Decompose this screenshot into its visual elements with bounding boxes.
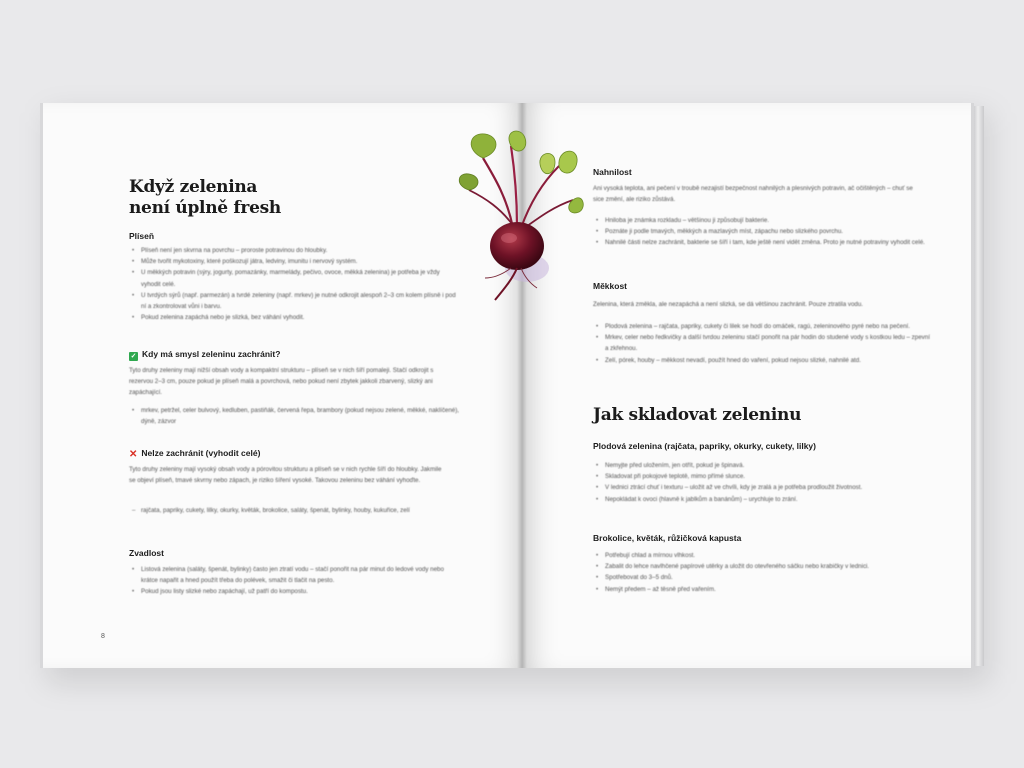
list-item: • U tvrdých sýrů (např. parmezán) a tvrdé zeleniny (např. mrkev) je nutné odkrojit alespoň 2–3 cm kolem plísně i pod ní a zkontrolovat vůni i barvu.: [141, 290, 461, 312]
list-item: – rajčata, papriky, cukety, lilky, okurky, květák, brokolice, saláty, špenát, bylinky, houby, kukuřice, zelí: [141, 505, 461, 516]
section-heading-zvadlost: Zvadlost: [129, 548, 164, 558]
zachranit-list: [129, 405, 461, 427]
section-heading-zachranit: [129, 349, 280, 361]
list-item: • Zelí, pórek, houby – měkkost nevadí, použít hned do vaření, pokud nejsou slizké, nahnilé atd.: [605, 355, 935, 366]
plisen-list: [129, 245, 461, 323]
mekkost-list: [593, 321, 935, 366]
list-item: • Pokud zelenina zapáchá nebo je slizká, bez váhání vyhodit.: [141, 312, 461, 323]
list-item: • Nahnilé části nelze zachránit, bakterie se šíří i tam, kde ještě není vidět změna. Proto je nutné potraviny vyhodit celé.: [605, 237, 935, 248]
section-heading-zachranit-text: Kdy má smysl zeleninu zachránit?: [142, 349, 281, 359]
list-item: • Plíseň není jen skvrna na povrchu – proroste potravinou do hloubky.: [141, 245, 461, 256]
list-item: • mrkev, petržel, celer bulvový, kedluben, pastiňák, červená řepa, brambory (pokud nejsou zelené, měkké, naklíčené), dýně, zázvor: [141, 405, 461, 427]
check-mark-icon: ✓: [130, 353, 137, 360]
page-title-line-2: není úplně fresh: [129, 198, 281, 218]
list-item: • Může tvořit mykotoxiny, které poškozují játra, ledviny, imunitu i nervový systém.: [141, 256, 461, 267]
page-number: 8: [101, 633, 105, 640]
list-item: • Nepokládat k ovoci (hlavně k jablkům a banánům) – urychluje to zrání.: [605, 494, 935, 505]
brokolice-list: [593, 550, 935, 595]
section-heading-plisen: Plíseň: [129, 231, 155, 241]
page-edge: [974, 106, 984, 666]
beetroot-illustration: [455, 128, 585, 308]
list-item: • Hniloba je známka rozkladu – většinou ji způsobují bakterie.: [605, 215, 935, 226]
section-heading-mekkost: Měkkost: [593, 281, 628, 291]
section-heading-brokolice: Brokolice, květák, růžičková kapusta: [593, 533, 742, 543]
zachranit-paragraph: Tyto druhy zeleniny mají nižší obsah vody a kompaktní strukturu – plíseň se v nich šíří pomaleji. Stačí odkrojit s rezervou 2–3 cm, pouze pokud je plíseň malá a povrchová, nebo pokud není zbytek jakkoli zbarvený, slizký ani zapáchající.: [129, 367, 434, 397]
list-item: • Nemýt předem – až těsně před vařením.: [605, 584, 935, 595]
cross-mark-icon: ✕: [129, 449, 138, 460]
page-title-line-1: Když zelenina: [129, 177, 258, 197]
plodova-list: [593, 460, 935, 505]
section-heading-nelze-text: Nelze zachránit (vyhodit celé): [141, 448, 261, 458]
list-item: • U měkkých potravin (sýry, jogurty, pomazánky, marmelády, pečivo, ovoce, měkká zelenina) je potřeba je vždy vyhodit celé.: [141, 267, 461, 289]
list-item: • Pokud jsou listy slizké nebo zapáchají, už patří do kompostu.: [141, 586, 461, 597]
section-heading-nahnilost: Nahnilost: [593, 167, 632, 177]
list-item: • Mrkev, celer nebo ředkvičky a další tvrdou zeleninu stačí ponořit na pár hodin do studené vody s kostkou ledu – zpevní a zkřehnou.: [605, 332, 935, 354]
nelze-paragraph: Tyto druhy zeleniny mají vysoký obsah vody a pórovitou strukturu a plíseň se v nich rychle šíří do hloubky. Jakmile se objeví plíseň, tmavé skvrny nebo zápach, je riziko šíření vysoké. Takovou zeleninu bez váhání vyhoďte.: [129, 466, 442, 485]
nelze-list: [129, 505, 461, 516]
list-item: • Poznáte ji podle tmavých, měkkých a mazlavých míst, zápachu nebo slizkého povrchu.: [605, 226, 935, 237]
list-item: • Potřebují chlad a mírnou vlhkost.: [605, 550, 935, 561]
list-item: • Skladovat při pokojové teplotě, mimo přímé slunce.: [605, 471, 935, 482]
mekkost-paragraph: Zelenina, která změkla, ale nezapáchá a není slizká, se dá většinou zachránit. Pouze ztratila vodu.: [593, 301, 863, 308]
list-item: • V lednici ztrácí chuť i texturu – uložit až ve chvíli, kdy je zralá a je potřeba prodloužit životnost.: [605, 482, 935, 493]
section-title-skladovat: Jak skladovat zeleninu: [593, 405, 802, 425]
section-heading-nelze: [129, 448, 260, 460]
left-page: [40, 103, 522, 668]
list-item: • Listová zelenina (saláty, špenát, bylinky) často jen ztratí vodu – stačí ponořit na pár minut do ledové vody nebo krátce napařit a hned použít třeba do polévek, smažit či tlačit na pesto.: [141, 564, 461, 586]
right-page: [522, 103, 974, 668]
nahnilost-paragraph: Ani vysoká teplota, ani pečení v troubě nezajistí bezpečnost nahnilých a plesnivých potravin, ač očištěných – chuť se sice změní, ale riziko zůstává.: [593, 185, 913, 204]
list-item: • Nemyjte před uložením, jen otřít, pokud je špinavá.: [605, 460, 935, 471]
page-title: [129, 177, 369, 219]
list-item: • Spotřebovat do 3–5 dnů.: [605, 572, 935, 583]
nahnilost-list: [593, 215, 935, 249]
zvadlost-list: [129, 564, 461, 598]
section-heading-plodova: Plodová zelenina (rajčata, papriky, okurky, cukety, lilky): [593, 441, 816, 451]
list-item: • Zabalit do lehce navlhčené papírové utěrky a uložit do otevřeného sáčku nebo krabičky v lednici.: [605, 561, 935, 572]
list-item: • Plodová zelenina – rajčata, papriky, cukety či lilek se hodí do omáček, ragú, zeleninového pyré nebo na pečení.: [605, 321, 935, 332]
